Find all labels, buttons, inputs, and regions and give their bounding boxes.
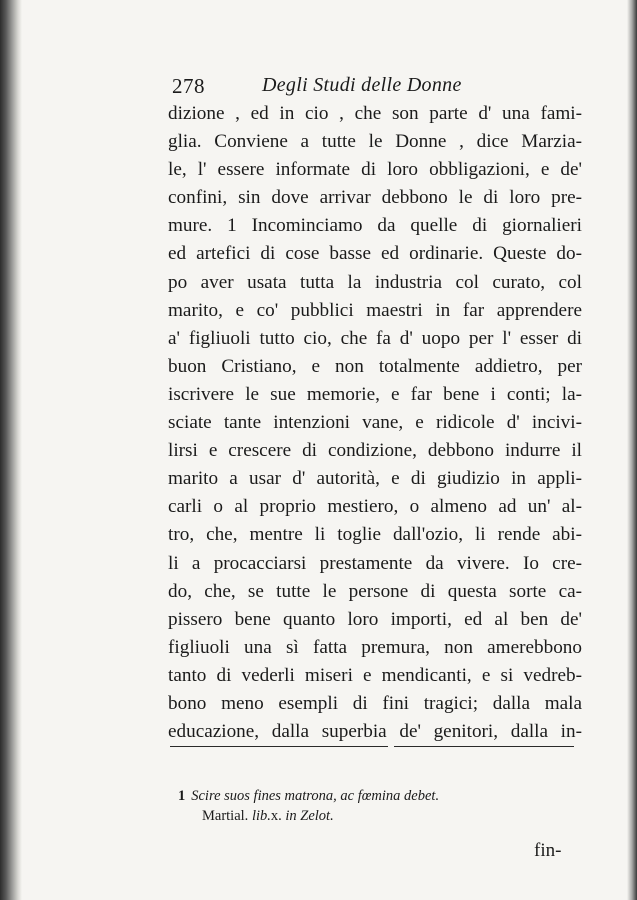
catchword: fin- bbox=[534, 840, 562, 861]
citation-number: x. bbox=[270, 808, 282, 824]
citation-author: Martial. bbox=[202, 808, 249, 824]
text-line: carli o al proprio mestiero, o almeno ad un' al- bbox=[168, 496, 582, 518]
text-line: tanto di vederli miseri e mendicanti, e si vedreb- bbox=[168, 664, 582, 686]
text-line: pissero bene quanto loro importi, ed al ben de' bbox=[168, 608, 582, 630]
page-edge bbox=[627, 0, 637, 900]
text-line: lirsi e crescere di condizione, debbono indurre il bbox=[168, 440, 582, 462]
text-line: a' figliuoli tutto cio, che fa d' uopo per l' esser di bbox=[168, 327, 582, 349]
text-line: bono meno esempli di fini tragici; dalla mala bbox=[168, 692, 582, 714]
citation-book: lib. bbox=[251, 808, 271, 824]
footnote-marker: 1 bbox=[178, 788, 186, 804]
text-line: confini, sin dove arrivar debbono le di loro pre- bbox=[168, 187, 582, 209]
binding-gutter bbox=[0, 0, 22, 900]
text-line: marito, e co' pubblici maestri in far apprendere bbox=[168, 299, 582, 321]
footnote-quote-line bbox=[178, 786, 578, 806]
text-line: ed artefici di cose basse ed ordinarie. Queste do- bbox=[168, 243, 582, 265]
text-line: dizione , ed in cio , che son parte d' una fami- bbox=[168, 103, 582, 124]
text-line: li a procacciarsi prestamente da vivere. Io cre- bbox=[168, 552, 582, 574]
text-line: le, l' essere informate di loro obbligazioni, e de' bbox=[168, 159, 582, 181]
text-line: marito a usar d' autorità, e di giudizio in appli- bbox=[168, 468, 582, 490]
footnote bbox=[178, 786, 578, 826]
footnote-citation bbox=[178, 806, 578, 826]
citation-target: in Zelot. bbox=[285, 808, 334, 824]
text-line: tro, che, mentre li toglie dall'ozio, li rende abi- bbox=[168, 524, 582, 546]
text-line: buon Cristiano, e non totalmente addietro, per bbox=[168, 355, 582, 377]
text-line: iscrivere le sue memorie, e far bene i conti; la- bbox=[168, 383, 582, 405]
footnote-quote: Scire suos fines matrona, ac fœmina debet. bbox=[191, 788, 440, 804]
text-line: do, che, se tutte le persone di questa sorte ca- bbox=[168, 580, 582, 602]
text-line: figliuoli una sì fatta premura, non amerebbono bbox=[168, 636, 582, 658]
text-line: glia. Conviene a tutte le Donne , dice Marzia- bbox=[168, 131, 582, 153]
text-line: educazione, dalla superbia de' genitori, dalla in- bbox=[168, 721, 582, 743]
text-line: po aver usata tutta la industria col curato, col bbox=[168, 271, 582, 293]
page-number: 278 bbox=[172, 74, 205, 98]
running-title: Degli Studi delle Donne bbox=[262, 74, 462, 96]
text-line: mure. 1 Incominciamo da quelle di giornalieri bbox=[168, 215, 582, 237]
footnote-rule bbox=[170, 746, 574, 747]
text-line: sciate tante intenzioni vane, e ridicole d' incivi- bbox=[168, 412, 582, 434]
body-text bbox=[168, 100, 582, 746]
